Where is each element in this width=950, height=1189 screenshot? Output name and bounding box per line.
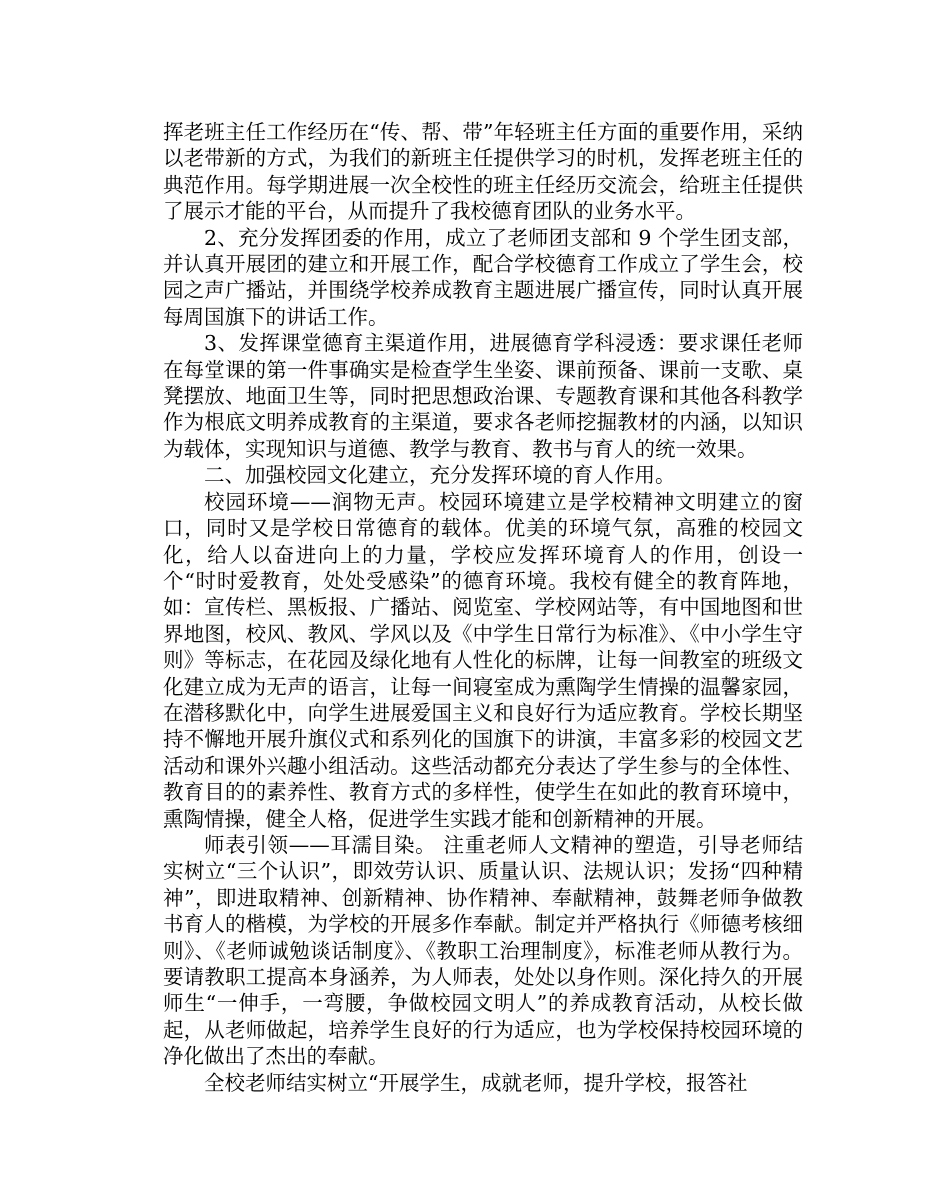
paragraph-2: 2、充分发挥团委的作用，成立了老师团支部和 9 个学生团支部，并认真开展团的建立和开展工作，配合学校德育工作成立了学生会，校园之声广播站，并围绕学校养成教育主题进展广播宣传，同时认真开展每周国旗下的讲话工作。 [163, 225, 803, 329]
paragraph-campus-environment: 校园环境——润物无声。校园环境建立是学校精神文明建立的窗口，同时又是学校日常德育的载体。优美的环境气氛，高雅的校园文化，给人以奋进向上的力量，学校应发挥环境育人的作用，创设一个“时时爱教育，处处受感染”的德育环境。我校有健全的教育阵地，如：宣传栏、黑板报、广播站、阅览室、学校网站等，有中国地图和世界地图，校风、教风、学风以及《中学生日常行为标准》、《中小学生守则》等标志，在花园及绿化地有人性化的标牌，让每一间教室的班级文化建立成为无声的语言，让每一间寝室成为熏陶学生情操的温馨家园，在潜移默化中，向学生进展爱国主义和良好行为适应教育。学校长期坚持不懈地开展升旗仪式和系列化的国旗下的讲演，丰富多彩的校园文艺活动和课外兴趣小组活动。这些活动都充分表达了学生参与的全体性、教育目的的素养性、教育方式的多样性，使学生在如此的教育环境中，熏陶情操，健全人格，促进学生实践才能和创新精神的开展。 [163, 489, 803, 831]
paragraph-3: 3、发挥课堂德育主渠道作用，进展德育学科浸透：要求课任老师在每堂课的第一件事确实是检查学生坐姿、课前预备、课前一支歌、桌凳摆放、地面卫生等，同时把思想政治课、专题教育课和其他各科教学作为根底文明养成教育的主渠道，要求各老师挖掘教材的内涵，以知识为载体，实现知识与道德、教学与教育、教书与育人的统一效果。 [163, 331, 803, 461]
paragraph-final: 全校老师结实树立“开展学生，成就老师，提升学校，报答社 [204, 1070, 748, 1095]
paragraph-teacher-example: 师表引领——耳濡目染。 注重老师人文精神的塑造，引导老师结实树立“三个认识”，即效劳认识、质量认识、法规认识；发扬“四种精神”，即进取精神、创新精神、协作精神、奉献精神，鼓舞老师争做教书育人的楷模，为学校的开展多作奉献。制定并严格执行《师德考核细则》、《老师诚勉谈话制度》、《教职工治理制度》，标准老师从教行为。要请教职工提高本身涵养，为人师表，处处以身作则。深化持久的开展师生“一伸手，一弯腰，争做校园文明人”的养成教育活动，从校长做起，从老师做起，培养学生良好的行为适应，也为学校保持校园环境的净化做出了杰出的奉献。 [163, 832, 803, 1069]
document-body [163, 119, 803, 1096]
paragraph-1: 挥老班主任工作经历在“传、帮、带”年轻班主任方面的重要作用，采纳以老带新的方式，为我们的新班主任提供学习的时机，发挥老班主任的典范作用。每学期进展一次全校性的班主任经历交流会，给班主任提供了展示才能的平台，从而提升了我校德育团队的业务水平。 [163, 120, 803, 224]
section-heading: 二、加强校园文化建立，充分发挥环境的育人作用。 [204, 463, 676, 488]
